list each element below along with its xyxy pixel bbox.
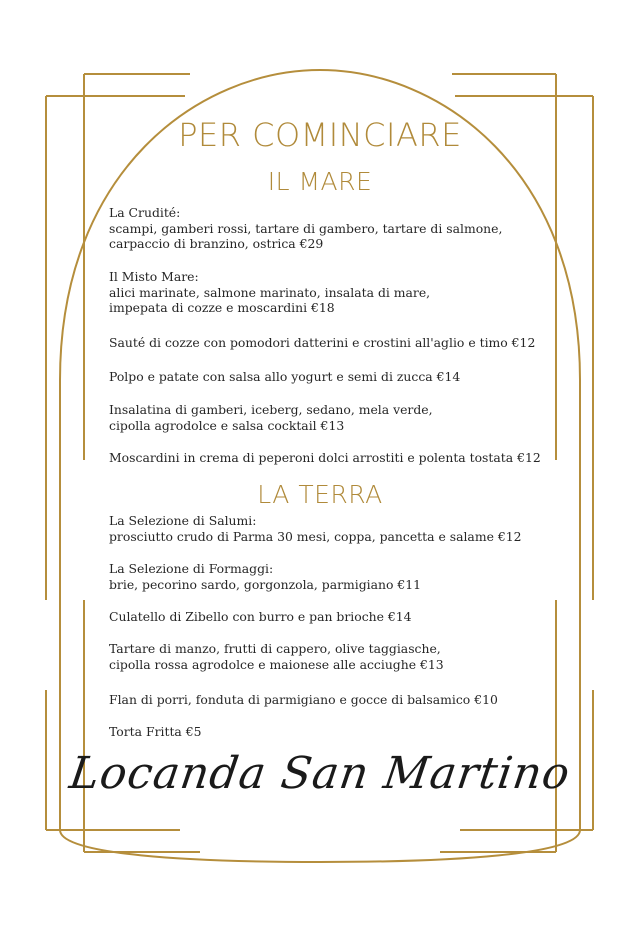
- menu-item: Polpo e patate con salsa allo yogurt e semi di zucca €14: [109, 369, 461, 384]
- menu-item: Moscardini in crema di peperoni dolci arrostiti e polenta tostata €12: [109, 450, 541, 465]
- menu-item: La Selezione di Salumi: prosciutto crudo di Parma 30 mesi, coppa, pancetta e salame €12: [109, 513, 522, 544]
- menu-item: Insalatina di gamberi, iceberg, sedano, mela verde, cipolla agrodolce e salsa cocktail €13: [109, 402, 433, 433]
- menu-item: La Selezione di Formaggi: brie, pecorino sardo, gorgonzola, parmigiano €11: [109, 561, 422, 592]
- restaurant-signature: Locanda San Martino: [66, 748, 574, 799]
- menu-item: Culatello di Zibello con burro e pan brioche €14: [109, 609, 412, 624]
- menu-item: La Crudité: scampi, gamberi rossi, tartare di gambero, tartare di salmone, carpaccio di branzino, ostrica €29: [109, 205, 503, 251]
- page-title: PER COMINCIARE: [178, 116, 462, 154]
- menu-item: Sauté di cozze con pomodori datterini e crostini all'aglio e timo €12: [109, 335, 536, 350]
- menu-item: Tartare di manzo, frutti di cappero, olive taggiasche, cipolla rossa agrodolce e maionese alle acciughe €13: [109, 641, 444, 672]
- menu-item: Il Misto Mare: alici marinate, salmone marinato, insalata di mare, impepata di cozze e moscardini €18: [109, 269, 431, 315]
- section-title-mare: IL MARE: [267, 167, 373, 196]
- menu-item: Flan di porri, fonduta di parmigiano e gocce di balsamico €10: [109, 692, 498, 707]
- menu-item: Torta Fritta €5: [109, 724, 202, 739]
- section-title-terra: LA TERRA: [257, 480, 383, 509]
